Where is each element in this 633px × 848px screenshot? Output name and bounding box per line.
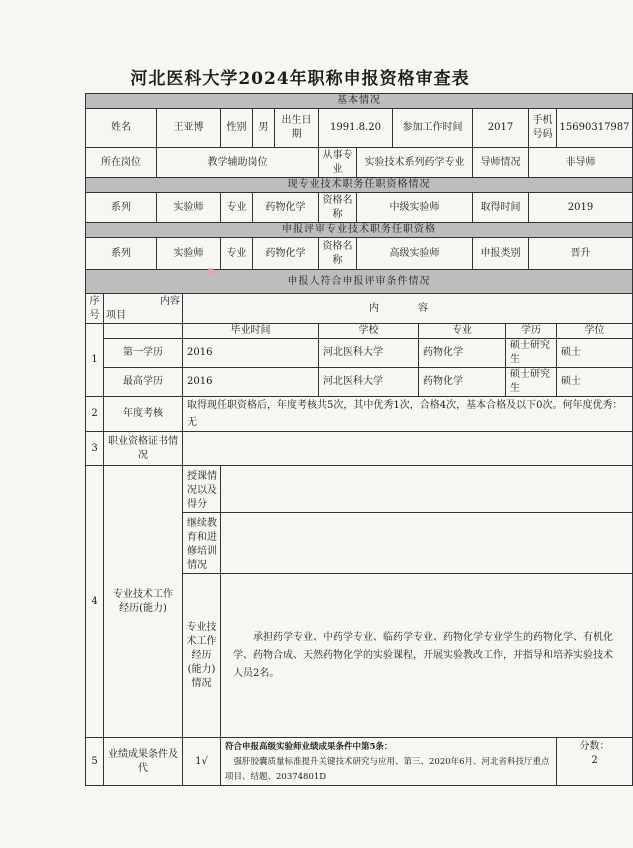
header-no: 序号 [86,294,104,324]
section-apply-qual: 申报评审专业技术职务任职资格 [86,223,633,238]
header-content: 内 容 [183,294,633,324]
apply-series-value: 实验师 [157,238,221,270]
current-qual-value: 中级实验师 [357,193,473,223]
row4-training-label: 继续教育和进修培训情况 [183,513,221,574]
first-edu-label: 第一学历 [104,339,183,368]
major-label: 从事专业 [319,148,357,178]
row5-score-value: 2 [591,755,598,766]
work-start-label: 参加工作时间 [393,109,473,148]
apply-type-value: 晋升 [529,238,633,270]
row1-no: 1 [86,324,104,397]
qualification-form [85,93,633,786]
apply-type-label: 申报类别 [473,238,529,270]
apply-qual-value: 高级实验师 [357,238,473,270]
seal-mark [207,268,214,275]
first-edu-major: 药物化学 [419,339,506,368]
gender-value: 男 [253,109,275,148]
section-conditions: 申报人符合申报评审条件情况 [86,270,633,294]
row4-label: 专业技术工作经历(能力) [104,466,183,738]
header-item-top: 内容 [160,295,180,307]
post-label: 所在岗位 [86,148,157,178]
row5-no: 5 [86,738,104,786]
row4-experience-label: 专业技术工作经历(能力)情况 [183,574,221,738]
row4-training-content [221,513,633,574]
current-obtain-label: 取得时间 [473,193,529,223]
name-label: 姓名 [86,109,157,148]
tutor-value: 非导师 [529,148,633,178]
row5-detail-text: 强肝胶囊质量标准提升关键技术研究与应用、第三、2020年6月、河北省科技厅重点项目、结题、20374801D [225,757,550,782]
tutor-label: 导师情况 [473,148,529,178]
current-series-value: 实验师 [157,193,221,223]
row2-no: 2 [86,397,104,432]
apply-qual-label: 资格名称 [319,238,357,270]
highest-edu-major: 药物化学 [419,368,506,397]
edu-header-grad-time: 毕业时间 [183,324,319,339]
header-item-bottom: 项目 [106,309,126,321]
row5-detail [221,738,557,786]
highest-edu-school: 河北医科大学 [319,368,419,397]
row4-experience-content [221,574,633,738]
row5-label: 业绩成果条件及代 [104,738,183,786]
edu-header-school: 学校 [319,324,419,339]
highest-edu-time: 2016 [183,368,319,397]
row4-teaching-label: 授课情况以及得分 [183,466,221,513]
edu-header-blank [104,324,183,339]
current-major-label: 专业 [221,193,253,223]
apply-major-value: 药物化学 [253,238,319,270]
first-edu-school: 河北医科大学 [319,339,419,368]
row5-heading: 符合申报高级实验师业绩成果条件中第5条： [225,742,393,752]
page-title: 河北医科大学2024年职称申报资格审查表 [130,69,470,89]
section-current-qual: 现专业技术职务任职资格情况 [86,178,633,193]
highest-edu-degree: 硕士 [557,368,633,397]
post-value: 教学辅助岗位 [157,148,319,178]
current-series-label: 系列 [86,193,157,223]
gender-label: 性别 [221,109,253,148]
apply-major-label: 专业 [221,238,253,270]
edu-header-degree-level: 学历 [506,324,557,339]
phone-value: 15690317987 [557,109,633,148]
row5-score-label: 分数： [579,741,610,752]
row5-score [557,738,633,786]
row2-label: 年度考核 [104,397,183,432]
highest-edu-label: 最高学历 [104,368,183,397]
highest-edu-level: 硕士研究生 [506,368,557,397]
row5-check: 1√ [183,738,221,786]
name-value: 王亚博 [157,109,221,148]
birth-value: 1991.8.20 [319,109,393,148]
work-start-value: 2017 [473,109,529,148]
edu-header-degree: 学位 [557,324,633,339]
current-qual-label: 资格名称 [319,193,357,223]
row4-experience-text: 承担药学专业、中药学专业、临药学专业、药物化学专业学生的药物化学、有机化学、药物合成、天然药物化学的实验课程，开展实验教改工作，并指导和培养实验技术人员2名。 [233,631,613,679]
section-basic: 基本情况 [86,94,633,109]
apply-series-label: 系列 [86,238,157,270]
row2-text: 取得现任职资格后，年度考核共5次，其中优秀1次，合格4次，基本合格及以下0次。何年度优秀：无 [183,397,633,432]
birth-label: 出生日期 [275,109,319,148]
major-value: 实验技术系列药学专业 [357,148,473,178]
first-edu-time: 2016 [183,339,319,368]
row3-label: 职业资格证书情况 [104,432,183,466]
current-major-value: 药物化学 [253,193,319,223]
current-obtain-value: 2019 [529,193,633,223]
header-item [104,294,183,324]
phone-label: 手机号码 [529,109,557,148]
row4-no: 4 [86,466,104,738]
first-edu-degree: 硕士 [557,339,633,368]
row4-teaching-content [221,466,633,513]
row3-no: 3 [86,432,104,466]
edu-header-major: 专业 [419,324,506,339]
first-edu-level: 硕士研究生 [506,339,557,368]
row3-content [183,432,633,466]
